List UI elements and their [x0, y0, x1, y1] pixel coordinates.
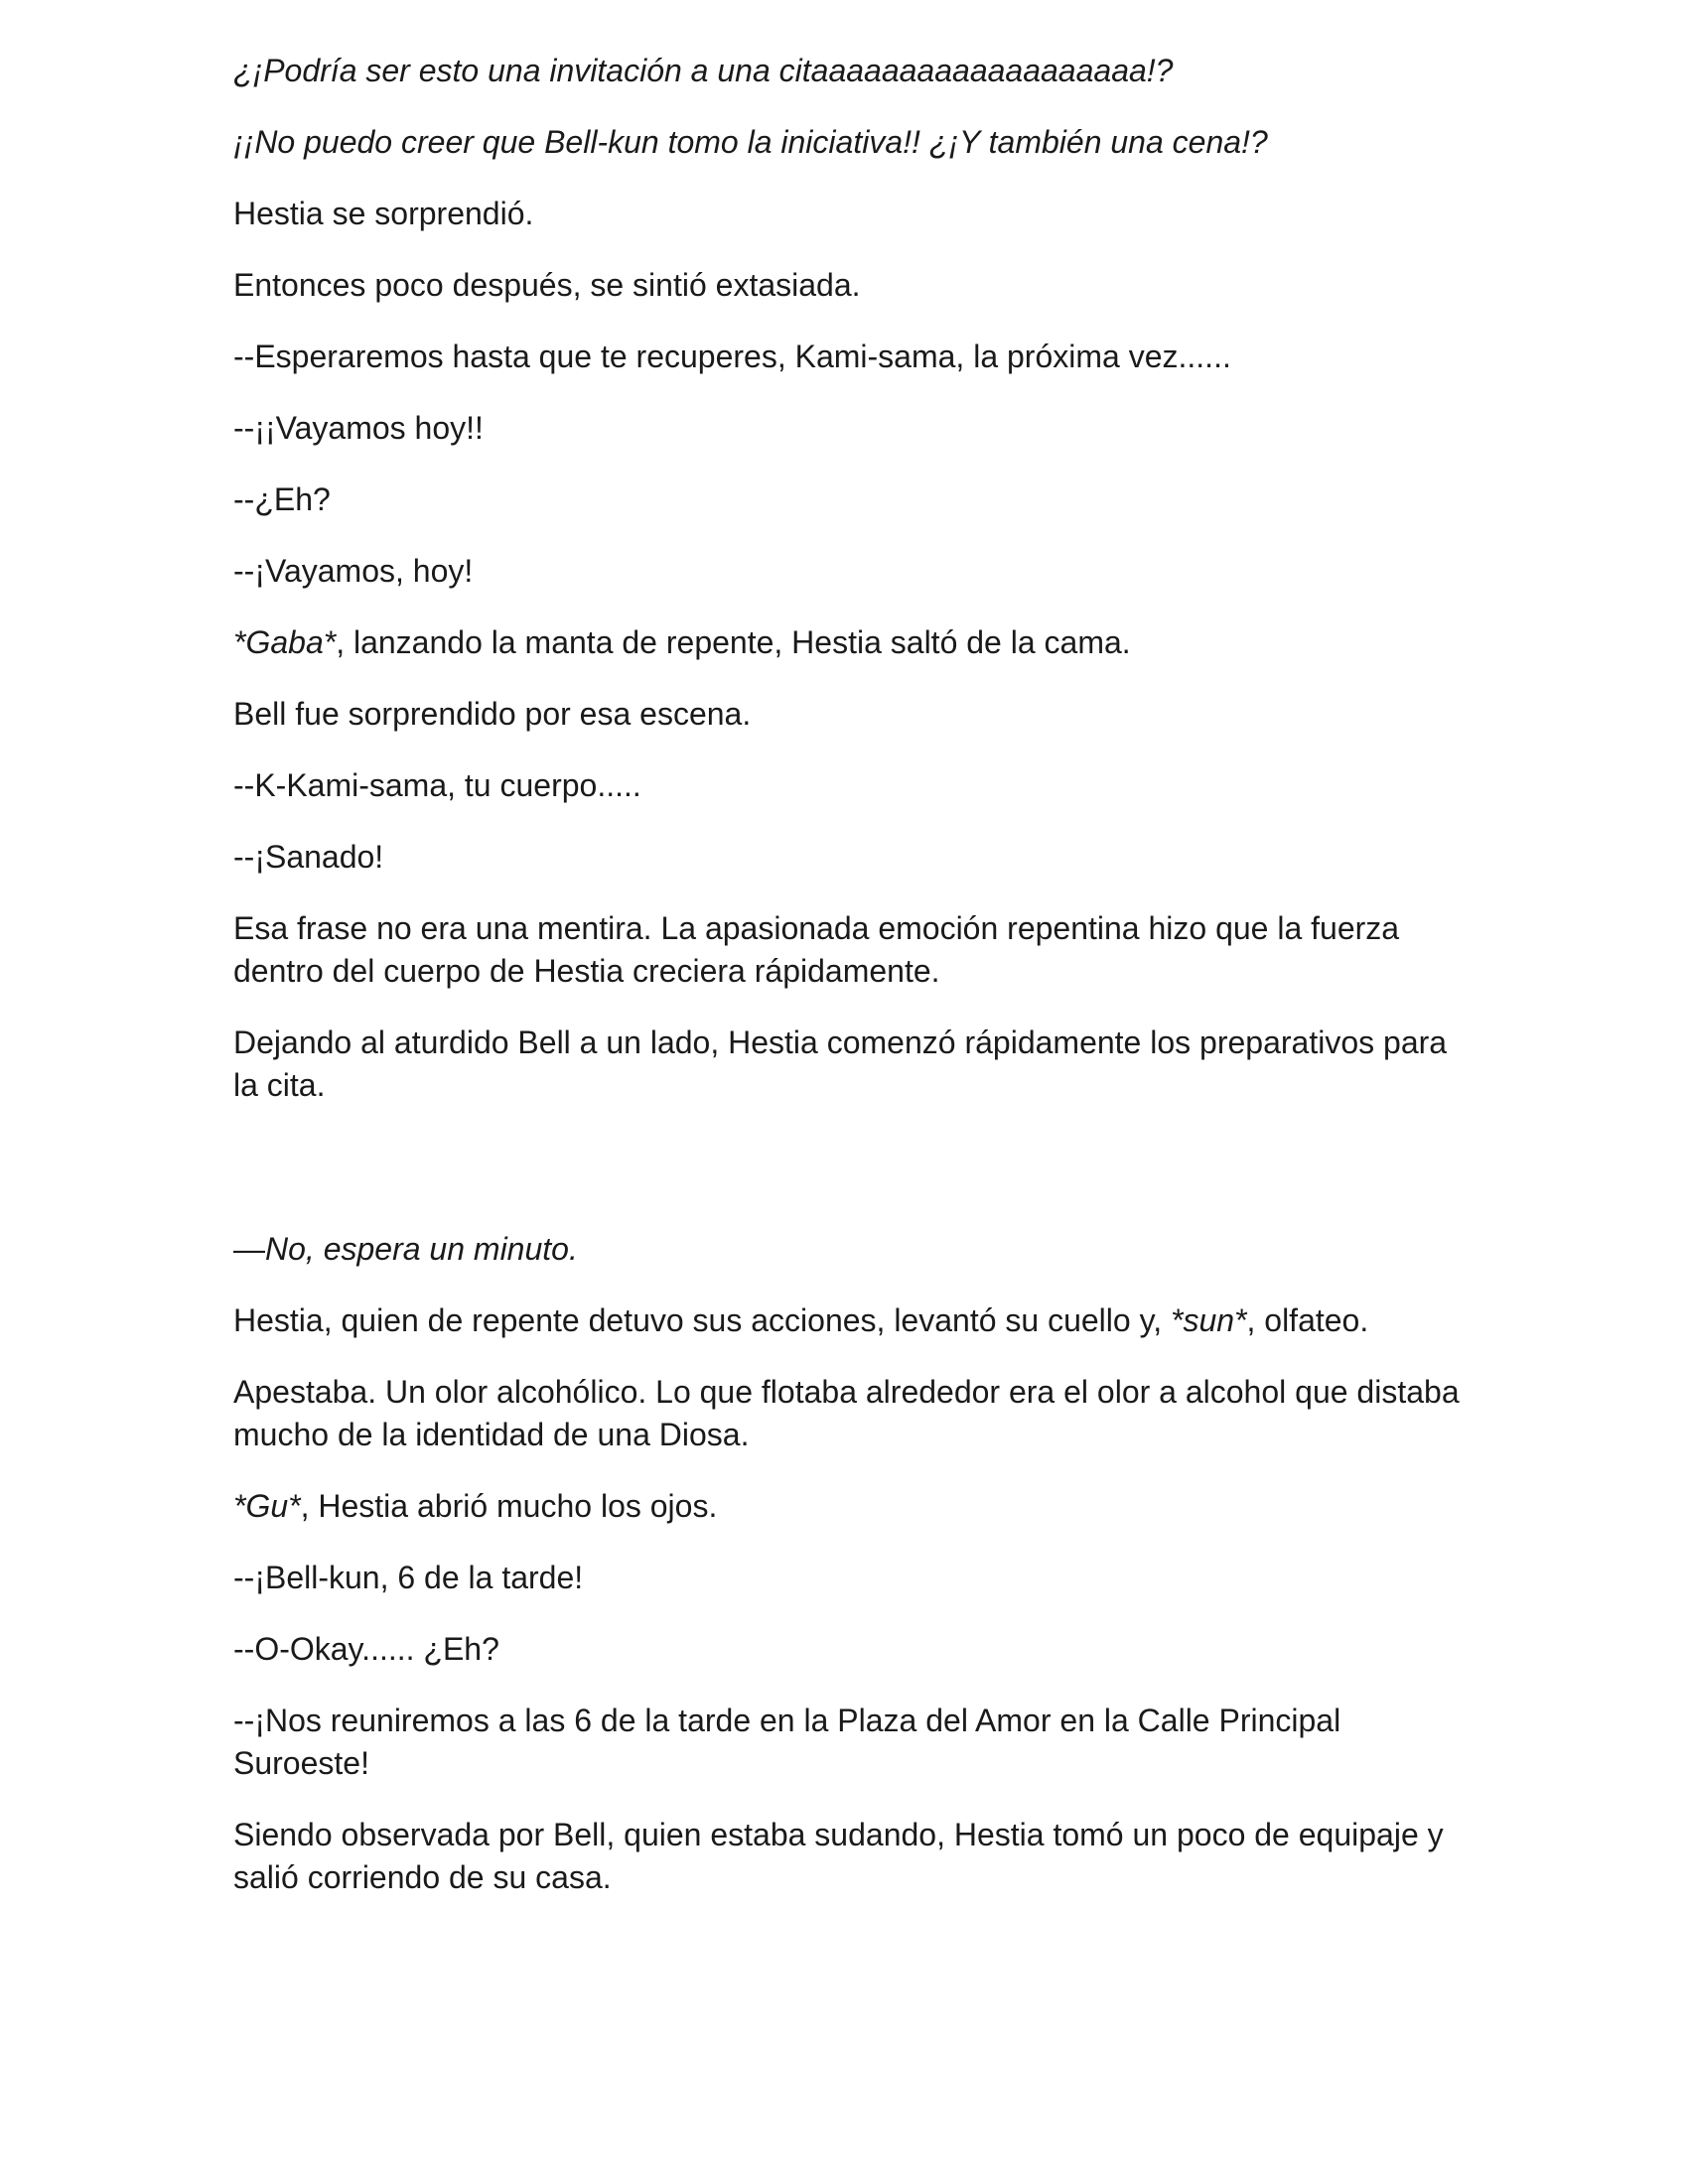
text-run: --¡¡Vayamos hoy!! — [233, 410, 484, 446]
document-body — [233, 50, 1465, 1928]
italic-text: ¿¡Podría ser esto una invitación a una citaaaaaaaaaaaaaaaaaaa!? — [233, 53, 1174, 88]
section-break — [233, 1136, 1465, 1228]
italic-text: *sun* — [1170, 1302, 1247, 1338]
text-run: , olfateo. — [1246, 1302, 1369, 1338]
text-run: --Esperaremos hasta que te recuperes, Kami-sama, la próxima vez...... — [233, 339, 1231, 374]
text-run: , Hestia abrió mucho los ojos. — [300, 1488, 718, 1524]
paragraph — [233, 550, 1465, 593]
paragraph — [233, 1628, 1465, 1671]
paragraph — [233, 1299, 1465, 1342]
paragraph — [233, 621, 1465, 664]
text-run: Esa frase no era una mentira. La apasionada emoción repentina hizo que la fuerza dentro del cuerpo de Hestia creciera rápidamente. — [233, 910, 1400, 989]
paragraph — [233, 407, 1465, 450]
text-run: --K-Kami-sama, tu cuerpo..... — [233, 767, 641, 803]
text-run: Dejando al aturdido Bell a un lado, Hestia comenzó rápidamente los preparativos para la cita. — [233, 1024, 1448, 1103]
paragraph — [233, 264, 1465, 307]
text-run: Hestia se sorprendió. — [233, 196, 534, 231]
paragraph — [233, 1700, 1465, 1785]
paragraph — [233, 121, 1465, 164]
paragraph — [233, 693, 1465, 736]
text-run: --O-Okay...... ¿Eh? — [233, 1631, 499, 1667]
text-run: --¿Eh? — [233, 481, 331, 517]
paragraph — [233, 1022, 1465, 1107]
paragraph — [233, 193, 1465, 235]
paragraph — [233, 907, 1465, 993]
paragraph — [233, 1557, 1465, 1599]
italic-text: ¡¡No puedo creer que Bell-kun tomo la iniciativa!! ¿¡Y también una cena!? — [233, 124, 1268, 160]
text-run: , lanzando la manta de repente, Hestia saltó de la cama. — [336, 624, 1131, 660]
text-run: --¡Nos reuniremos a las 6 de la tarde en la Plaza del Amor en la Calle Principal Suroeste! — [233, 1703, 1341, 1781]
italic-text: *Gu* — [233, 1488, 301, 1524]
paragraph — [233, 336, 1465, 378]
text-run: Hestia, quien de repente detuvo sus acciones, levantó su cuello y, — [233, 1302, 1171, 1338]
paragraph — [233, 764, 1465, 807]
text-run: --¡Sanado! — [233, 839, 384, 875]
italic-text: *Gaba* — [233, 624, 337, 660]
paragraph — [233, 478, 1465, 521]
paragraph — [233, 1485, 1465, 1528]
text-run: Entonces poco después, se sintió extasiada. — [233, 267, 861, 303]
text-run: — — [233, 1231, 265, 1267]
text-run: --¡Bell-kun, 6 de la tarde! — [233, 1560, 584, 1595]
italic-text: No, espera un minuto. — [265, 1231, 578, 1267]
paragraph — [233, 1814, 1465, 1899]
text-run: --¡Vayamos, hoy! — [233, 553, 474, 589]
text-run: Siendo observada por Bell, quien estaba sudando, Hestia tomó un poco de equipaje y salió corriendo de su casa. — [233, 1817, 1444, 1895]
paragraph — [233, 1371, 1465, 1456]
paragraph — [233, 1228, 1465, 1271]
text-run: Apestaba. Un olor alcohólico. Lo que flotaba alrededor era el olor a alcohol que distaba mucho de la identidad de una Diosa. — [233, 1374, 1460, 1452]
text-run: Bell fue sorprendido por esa escena. — [233, 696, 752, 732]
paragraph — [233, 836, 1465, 879]
paragraph — [233, 50, 1465, 92]
